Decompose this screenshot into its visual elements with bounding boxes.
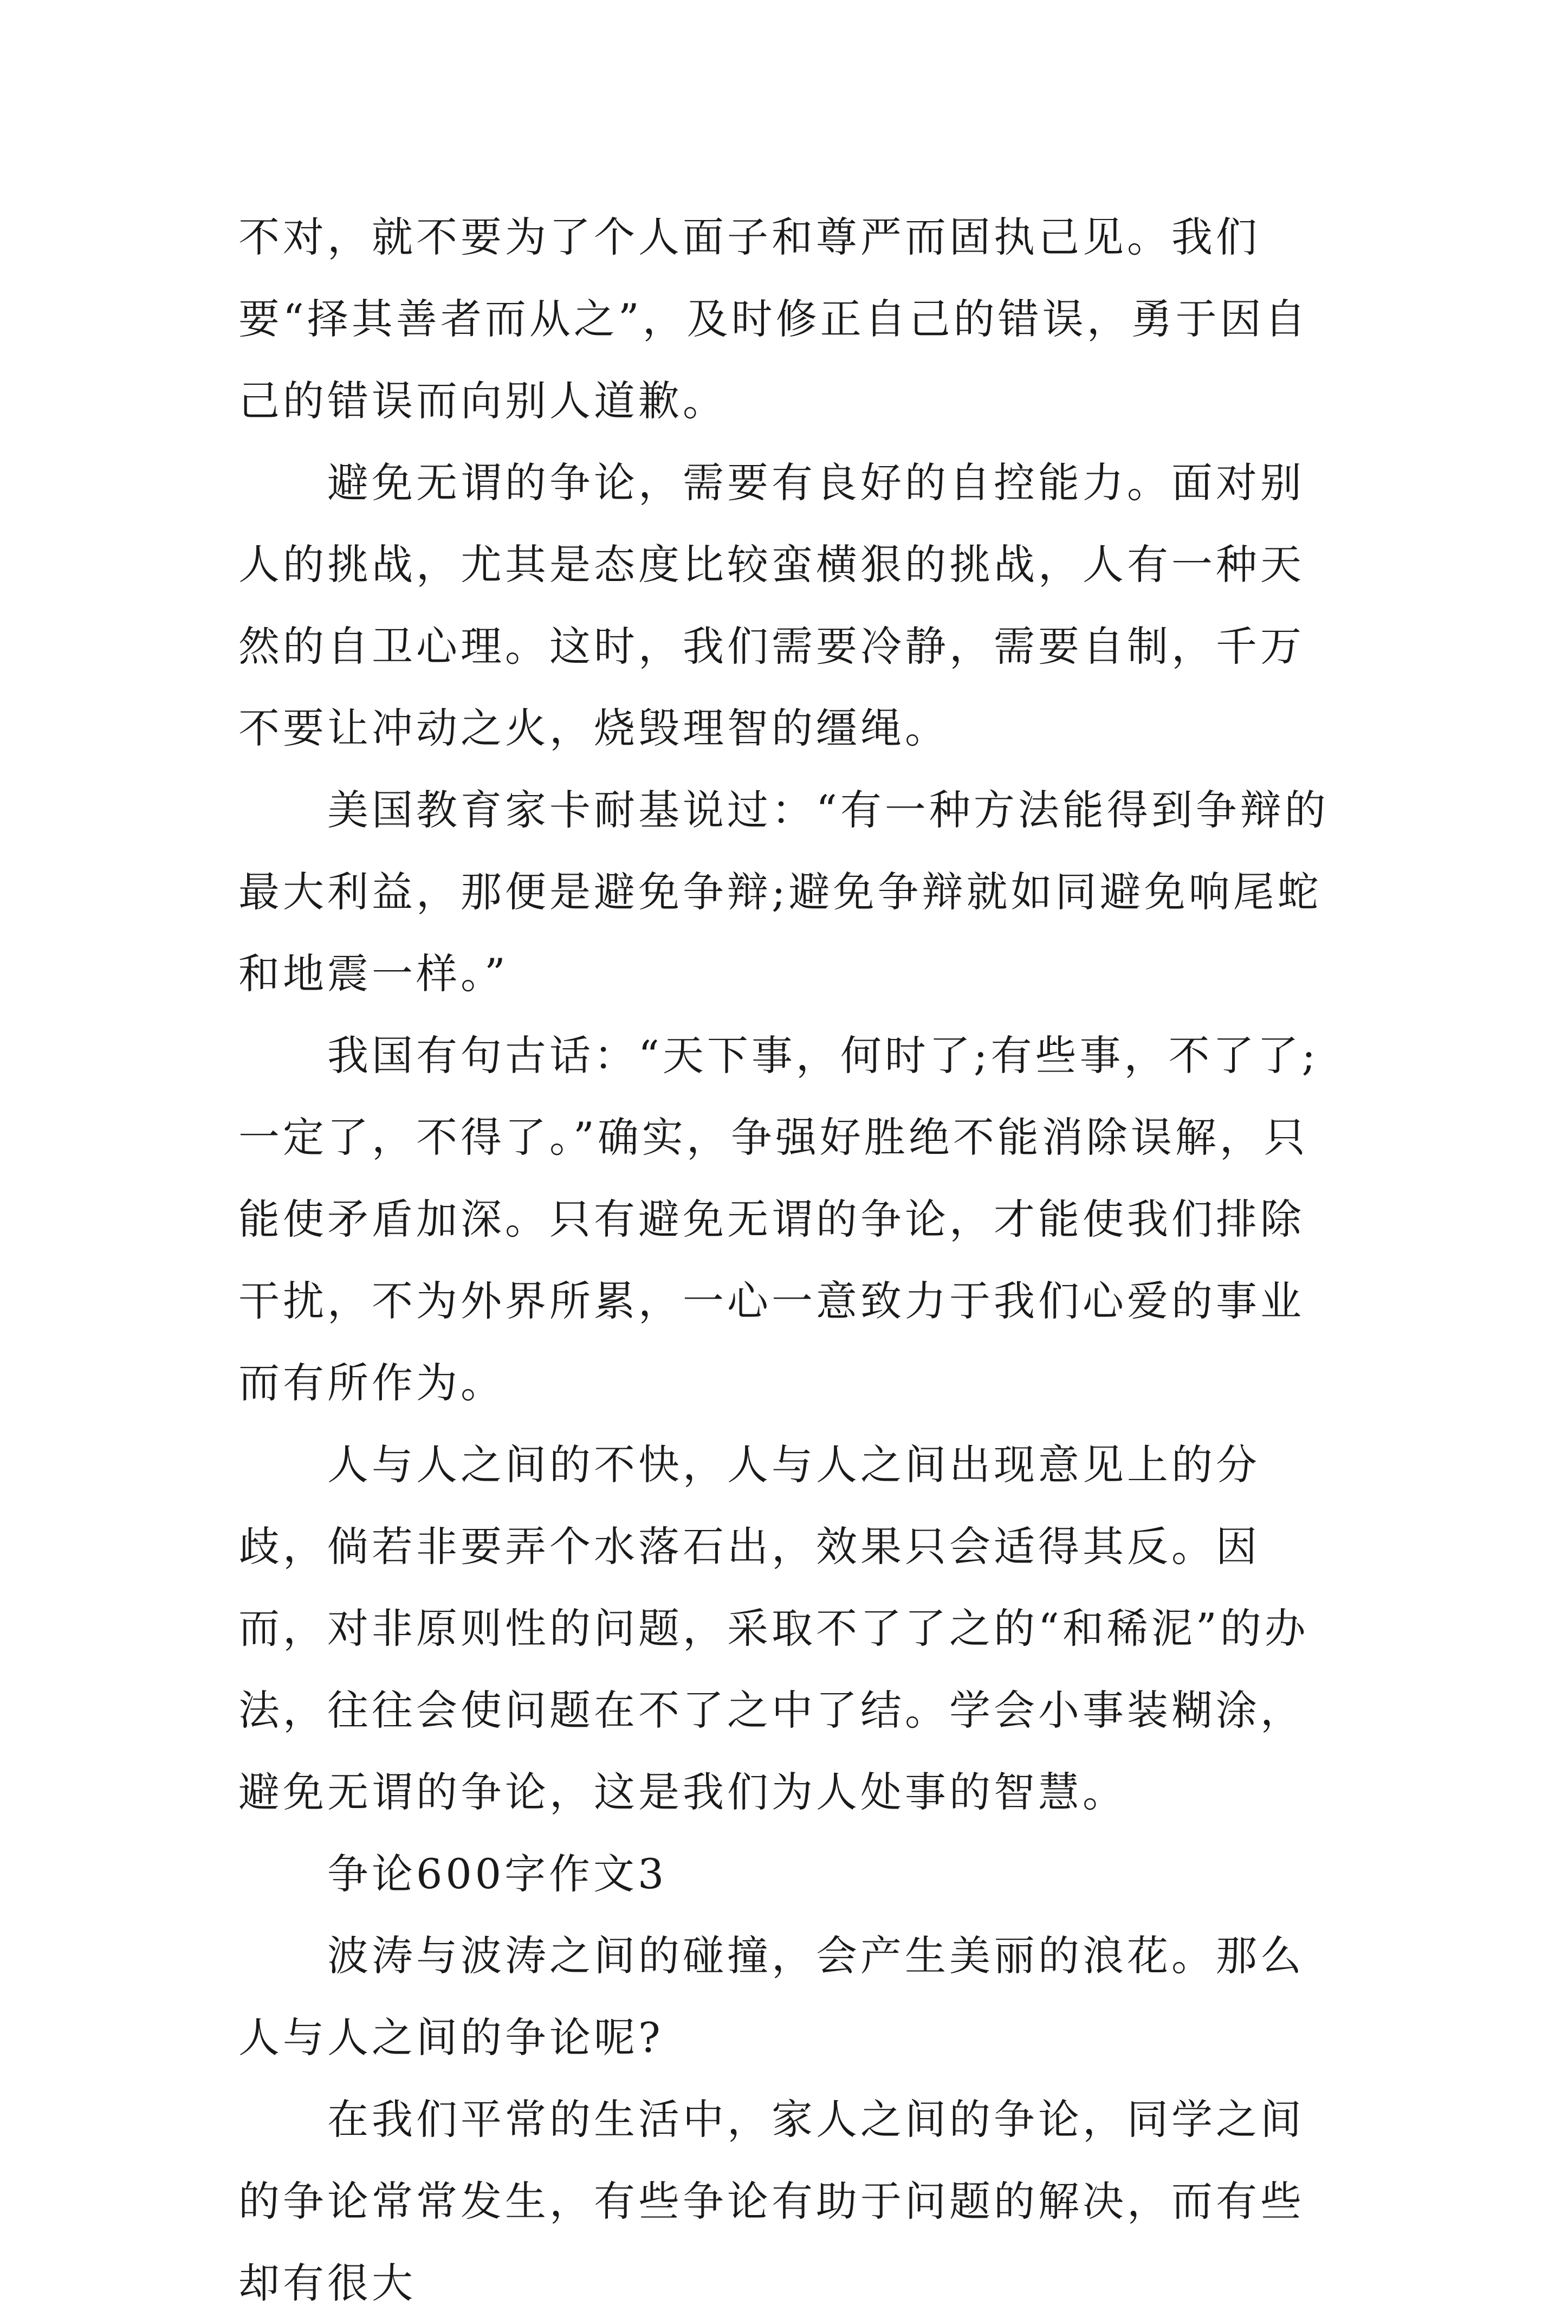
paragraph: 避免无谓的争论，需要有良好的自控能力。面对别人的挑战，尤其是态度比较蛮横狠的挑战，人有一种天然的自卫心理。这时，我们需要冷静，需要自制，千万不要让冲动之火，烧毁理智的缰绳。 xyxy=(238,459,1305,752)
paragraph: 人与人之间的不快，人与人之间出现意见上的分歧，倘若非要弄个水落石出，效果只会适得其反。因而，对非原则性的问题，采取不了了之的“和稀泥”的办法，往往会使问题在不了之中了结。学会小事装糊涂，避免无谓的争论，这是我们为人处事的智慧。 xyxy=(238,1441,1309,1816)
paragraph: 我国有句古话：“天下事，何时了;有些事，不了了;一定了，不得了。”确实，争强好胜绝不能消除误解，只能使矛盾加深。只有避免无谓的争论，才能使我们排除干扰，不为外界所累，一心一意致力于我们心爱的事业而有所作为。 xyxy=(238,1031,1319,1407)
paragraph: 波涛与波涛之间的碰撞，会产生美丽的浪花。那么人与人之间的争论呢? xyxy=(238,1932,1305,2062)
paragraph: 不对，就不要为了个人面子和尊严而固执己见。我们要“择其善者而从之”，及时修正自己的错误，勇于因自己的错误而向别人道歉。 xyxy=(238,213,1309,425)
section-heading: 争论600字作文3 xyxy=(327,1850,668,1898)
document-body xyxy=(238,196,1344,2324)
paragraph: 美国教育家卡耐基说过：“有一种方法能得到争辩的最大利益，那便是避免争辩;避免争辩就如同避免响尾蛇和地震一样。” xyxy=(238,786,1329,998)
paragraph: 在我们平常的生活中，家人之间的争论，同学之间的争论常常发生，有些争论有助于问题的解决，而有些却有很大 xyxy=(238,2095,1305,2307)
